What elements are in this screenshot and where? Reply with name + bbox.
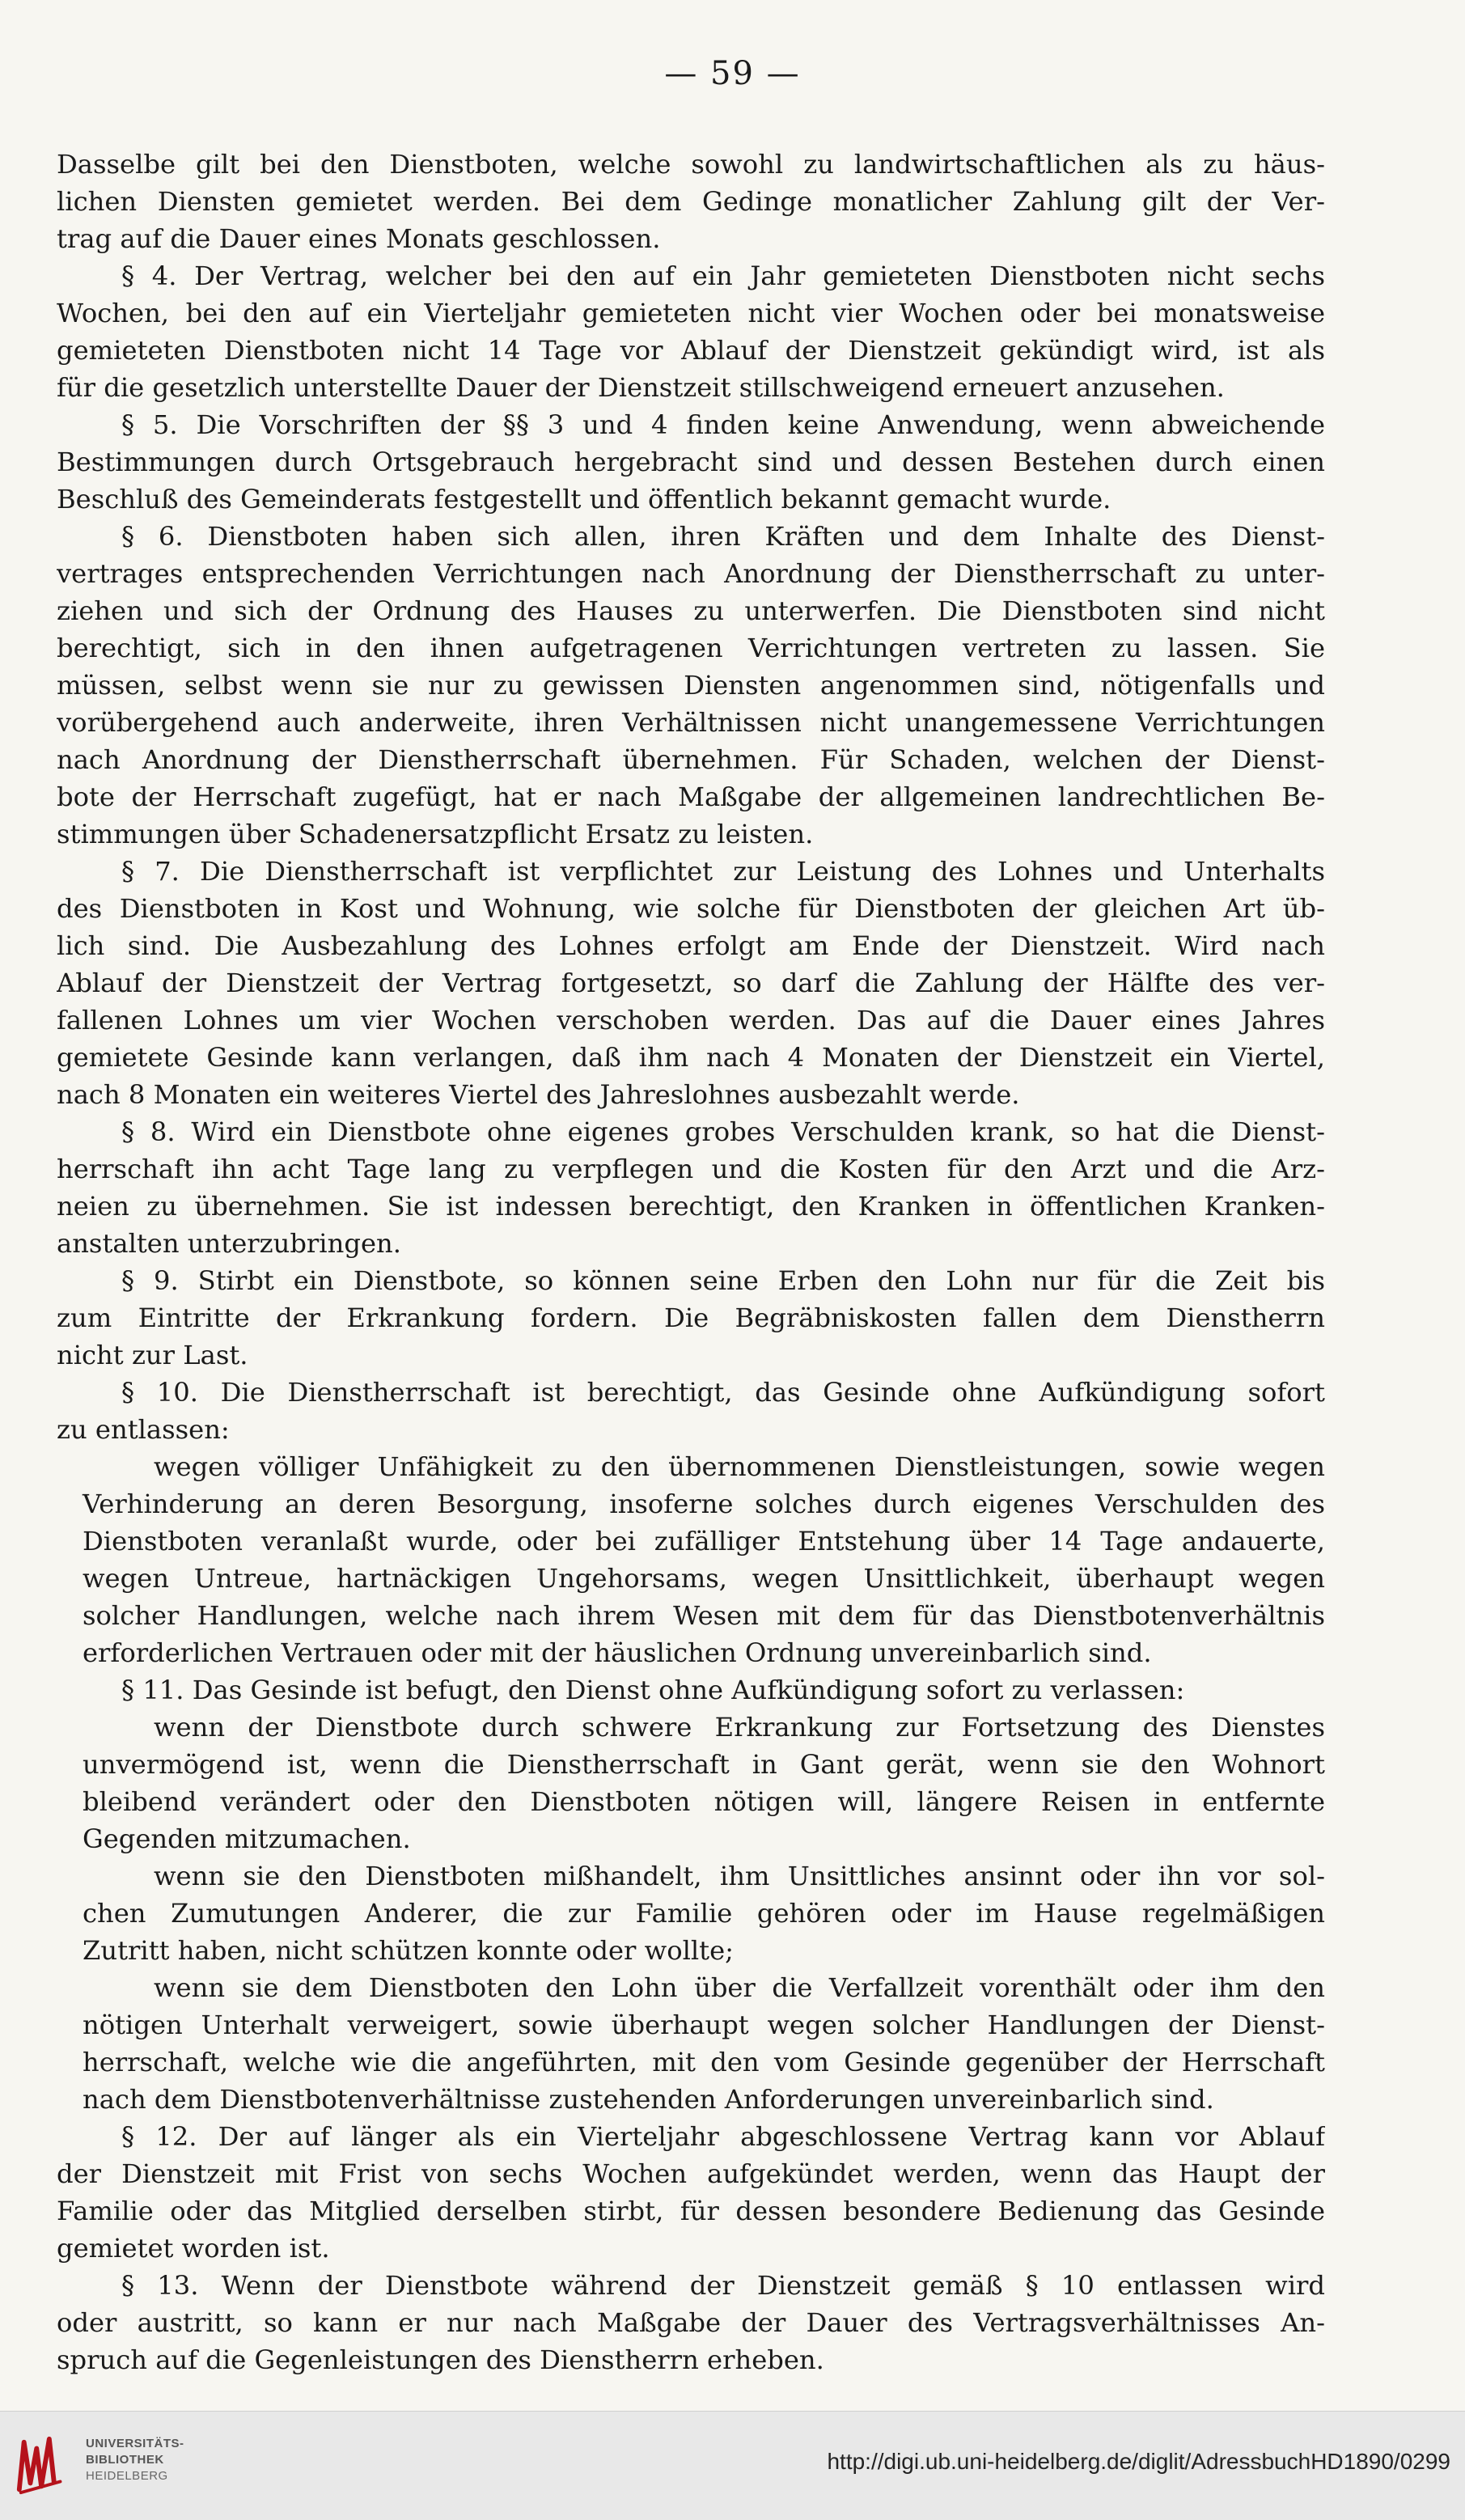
text-line: Beschluß des Gemeinderats festgestellt und öffentlich bekannt gemacht wurde.	[57, 484, 1111, 515]
text-line: § 4. Der Vertrag, welcher bei den auf ein Jahr gemieteten Dienstboten nicht sechs	[121, 260, 1325, 291]
text-line: § 8. Wird ein Dienstbote ohne eigenes grobes Verschulden krank, so hat die Dienst-	[121, 1116, 1325, 1147]
library-seal-icon	[13, 2434, 76, 2497]
library-name-line2: BIBLIOTHEK	[86, 2453, 164, 2467]
text-line: Familie oder das Mitglied derselben stirbt, für dessen besondere Bedienung das Gesinde	[57, 2196, 1325, 2226]
text-line: herrschaft ihn acht Tage lang zu verpflegen und die Kosten für den Arzt und die Arz-	[57, 1154, 1325, 1184]
text-line: zu entlassen:	[57, 1414, 230, 1445]
text-line: Dasselbe gilt bei den Dienstboten, welche sowohl zu landwirtschaftlichen als zu häus-	[57, 149, 1325, 180]
text-line: trag auf die Dauer eines Monats geschlossen.	[57, 223, 661, 254]
text-line: berechtigt, sich in den ihnen aufgetragenen Verrichtungen vertreten zu lassen. Sie	[57, 633, 1325, 663]
text-line: § 11. Das Gesinde ist befugt, den Dienst ohne Aufkündigung sofort zu verlassen:	[121, 1675, 1185, 1705]
source-url-link[interactable]: http://digi.ub.uni-heidelberg.de/diglit/AdressbuchHD1890/0299	[827, 2449, 1450, 2474]
text-line: Bestimmungen durch Ortsgebrauch hergebracht sind und dessen Bestehen durch einen	[57, 447, 1325, 477]
page-number: — 59 —	[664, 55, 801, 92]
text-line: § 5. Die Vorschriften der §§ 3 und 4 finden keine Anwendung, wenn abweichende	[121, 409, 1325, 440]
library-name-line1: UNIVERSITÄTS-	[86, 2437, 184, 2450]
text-line: nötigen Unterhalt verweigert, sowie überhaupt wegen solcher Handlungen der Dienst-	[83, 2010, 1325, 2040]
text-line: wenn sie den Dienstboten mißhandelt, ihm Unsittliches ansinnt oder ihn vor sol-	[154, 1861, 1325, 1891]
text-line: lichen Diensten gemietet werden. Bei dem Gedinge monatlicher Zahlung gilt der Ver-	[57, 186, 1325, 217]
text-line: unvermögend ist, wenn die Dienstherrschaft in Gant gerät, wenn sie den Wohnort	[83, 1749, 1325, 1780]
text-line: herrschaft, welche wie die angeführten, mit den vom Gesinde gegenüber der Herrschaft	[83, 2047, 1325, 2077]
text-line: oder austritt, so kann er nur nach Maßgabe der Dauer des Vertragsverhältnisses An-	[57, 2307, 1325, 2338]
text-line: Dienstboten veranlaßt wurde, oder bei zufälliger Entstehung über 14 Tage andauerte,	[83, 1526, 1325, 1556]
text-line: Wochen, bei den auf ein Vierteljahr gemieteten nicht vier Wochen oder bei monatsweise	[57, 298, 1325, 328]
text-line: gemietet worden ist.	[57, 2233, 330, 2264]
text-line: neien zu übernehmen. Sie ist indessen berechtigt, den Kranken in öffentlichen Kranken-	[57, 1191, 1325, 1222]
text-line: Gegenden mitzumachen.	[83, 1823, 411, 1854]
text-line: der Dienstzeit mit Frist von sechs Wochen aufgekündet werden, wenn das Haupt der	[57, 2158, 1325, 2189]
text-line: Verhinderung an deren Besorgung, insoferne solches durch eigenes Verschulden des	[83, 1489, 1325, 1519]
text-line: fallenen Lohnes um vier Wochen verschoben werden. Das auf die Dauer eines Jahres	[57, 1005, 1325, 1036]
library-name	[86, 2436, 184, 2484]
text-line: gemietete Gesinde kann verlangen, daß ihm nach 4 Monaten der Dienstzeit ein Viertel,	[57, 1042, 1325, 1073]
text-line: § 12. Der auf länger als ein Vierteljahr abgeschlossene Vertrag kann vor Ablauf	[121, 2121, 1325, 2152]
text-line: wenn sie dem Dienstboten den Lohn über die Verfallzeit vorenthält oder ihm den	[154, 1972, 1325, 2003]
text-line: § 9. Stirbt ein Dienstbote, so können seine Erben den Lohn nur für die Zeit bis	[121, 1265, 1325, 1296]
text-line: bleibend verändert oder den Dienstboten nötigen will, längere Reisen in entfernte	[83, 1786, 1325, 1817]
text-line: bote der Herrschaft zugefügt, hat er nach Maßgabe der allgemeinen landrechtlichen Be-	[57, 781, 1325, 812]
text-line: anstalten unterzubringen.	[57, 1228, 401, 1259]
text-line: nach dem Dienstbotenverhältnisse zustehenden Anforderungen unvereinbarlich sind.	[83, 2084, 1214, 2115]
text-line: nach 8 Monaten ein weiteres Viertel des Jahreslohnes ausbezahlt werde.	[57, 1079, 1020, 1110]
body-text	[57, 146, 1325, 2378]
text-line: wegen völliger Unfähigkeit zu den übernommenen Dienstleistungen, sowie wegen	[154, 1451, 1325, 1482]
text-line: Ablauf der Dienstzeit der Vertrag fortgesetzt, so darf die Zahlung der Hälfte des ver-	[57, 968, 1325, 998]
text-line: § 13. Wenn der Dienstbote während der Dienstzeit gemäß § 10 entlassen wird	[121, 2270, 1325, 2301]
text-line: nicht zur Last.	[57, 1340, 248, 1370]
text-line: des Dienstboten in Kost und Wohnung, wie solche für Dienstboten der gleichen Art üb-	[57, 893, 1325, 924]
text-line: Zutritt haben, nicht schützen konnte oder wollte;	[83, 1935, 734, 1966]
text-line: § 7. Die Dienstherrschaft ist verpflichtet zur Leistung des Lohnes und Unterhalts	[121, 856, 1325, 887]
text-line: zum Eintritte der Erkrankung fordern. Die Begräbniskosten fallen dem Dienstherrn	[57, 1302, 1325, 1333]
text-line: chen Zumutungen Anderer, die zur Familie gehören oder im Hause regelmäßigen	[83, 1898, 1325, 1929]
text-line: vorübergehend auch anderweite, ihren Verhältnissen nicht unangemessene Verrichtungen	[57, 707, 1325, 738]
text-line: für die gesetzlich unterstellte Dauer der Dienstzeit stillschweigend erneuert anzusehen.	[57, 372, 1225, 403]
text-line: gemieteten Dienstboten nicht 14 Tage vor Ablauf der Dienstzeit gekündigt wird, ist als	[57, 335, 1325, 366]
text-line: spruch auf die Gegenleistungen des Dienstherrn erheben.	[57, 2344, 824, 2375]
text-line: ziehen und sich der Ordnung des Hauses zu unterwerfen. Die Dienstboten sind nicht	[57, 595, 1325, 626]
text-line: nach Anordnung der Dienstherrschaft übernehmen. Für Schaden, welchen der Dienst-	[57, 744, 1325, 775]
footer-bar	[0, 2411, 1465, 2520]
text-line: § 6. Dienstboten haben sich allen, ihren Kräften und dem Inhalte des Dienst-	[121, 521, 1325, 552]
text-line: wenn der Dienstbote durch schwere Erkrankung zur Fortsetzung des Dienstes	[154, 1712, 1325, 1743]
library-name-line3: HEIDELBERG	[86, 2469, 168, 2483]
text-line: stimmungen über Schadenersatzpflicht Ersatz zu leisten.	[57, 819, 814, 849]
text-line: müssen, selbst wenn sie nur zu gewissen Diensten angenommen sind, nötigenfalls und	[57, 670, 1325, 701]
text-line: erforderlichen Vertrauen oder mit der häuslichen Ordnung unvereinbarlich sind.	[83, 1637, 1152, 1668]
library-logo[interactable]	[13, 2429, 191, 2502]
text-line: lich sind. Die Ausbezahlung des Lohnes erfolgt am Ende der Dienstzeit. Wird nach	[57, 930, 1325, 961]
text-line: solcher Handlungen, welche nach ihrem Wesen mit dem für das Dienstbotenverhältnis	[83, 1600, 1325, 1631]
text-line: vertrages entsprechenden Verrichtungen nach Anordnung der Dienstherrschaft zu unter-	[57, 558, 1325, 589]
text-line: wegen Untreue, hartnäckigen Ungehorsams, wegen Unsittlichkeit, überhaupt wegen	[83, 1563, 1325, 1594]
text-line: § 10. Die Dienstherrschaft ist berechtigt, das Gesinde ohne Aufkündigung sofort	[121, 1377, 1325, 1408]
